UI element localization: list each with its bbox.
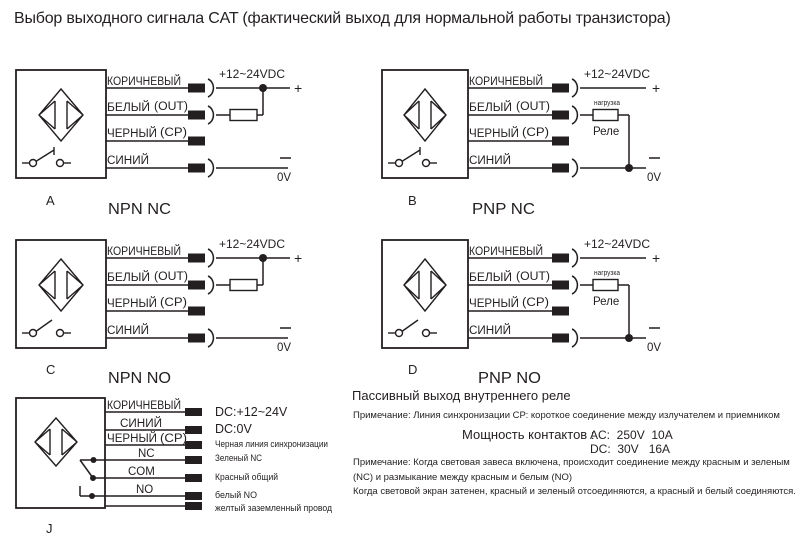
curtain-note-line3: Когда световой экран затенен, красный и зеленый отсоединяются, а красный и белый соединяются. [353, 486, 796, 497]
dc-power-label: DC:+12~24V [215, 405, 288, 419]
wire-label-cp: (СР) [160, 125, 187, 139]
no-switch-icon [388, 320, 437, 337]
wire-label-black: ЧЕРНЫЙ [469, 296, 523, 310]
wire-label-black: ЧЕРНЫЙ [469, 126, 523, 140]
sensor-box [16, 398, 105, 508]
junction-dot [625, 164, 633, 172]
photo-sensor-icon [404, 89, 446, 141]
brown-line [572, 249, 646, 267]
relay-load-icon [593, 110, 618, 121]
wire-label-black: ЧЕРНЫЙ [107, 431, 161, 445]
zero-volt-terminal: 0V [647, 172, 662, 184]
resistor-icon [230, 280, 257, 291]
curtain-note-line2: (NC) и размыкание между красным и белым (NO) [353, 471, 573, 483]
plus-terminal: + [294, 80, 303, 96]
diagram-letter: B [408, 193, 417, 208]
diagram-letter: A [46, 193, 55, 208]
wire-label-cp: (СР) [522, 125, 549, 139]
red-com-label: Красный общий [215, 472, 278, 482]
sensor-box [382, 70, 468, 178]
nc-switch-icon [22, 147, 71, 167]
curtain-note-line1: Примечание: Когда световая завеса включена, происходит соединение между красным и зеленым [353, 457, 790, 468]
green-nc-label: Зеленый NC [215, 453, 263, 463]
wire-label-out: (OUT) [516, 99, 550, 113]
diagram-relay-output [10, 388, 345, 543]
sync-line-label: Черная линия синхронизации [215, 439, 328, 449]
photo-sensor-icon [35, 418, 77, 466]
zero-volt-terminal: 0V [277, 342, 292, 354]
zero-volt-terminal: 0V [647, 342, 662, 354]
wire-label-white: БЕЛЫЙ [469, 270, 514, 284]
load-label: нагрузка [594, 270, 621, 277]
sensor-box [16, 240, 106, 348]
diagram-pnp-no [372, 228, 672, 398]
wire-label-black: ЧЕРНЫЙ [107, 126, 161, 140]
wire-label-out: (OUT) [516, 269, 550, 283]
diagram-letter: C [46, 362, 56, 377]
no-label: NO [136, 484, 154, 496]
plus-terminal: + [294, 250, 303, 266]
diagram-letter: D [408, 362, 418, 377]
wire-label-blue: СИНИЙ [107, 153, 152, 167]
relay-label: Реле [593, 296, 620, 308]
plus-terminal: + [652, 80, 661, 96]
contact-rating-label: Мощность контактов : [462, 427, 595, 442]
supply-label: +12~24VDC [584, 67, 651, 81]
resistor-icon [230, 110, 257, 121]
photo-sensor-icon [39, 259, 83, 311]
wire-label-brown: КОРИЧНЕВЫЙ [469, 244, 556, 258]
sensor-box [16, 70, 106, 178]
relay-load-icon [593, 280, 618, 291]
diagram-type: PNP NO [478, 370, 541, 387]
page-title: Выбор выходного сигнала CAT (фактический выход для нормальной работы транзистора) [14, 10, 671, 27]
com-label: COM [128, 466, 155, 478]
diagram-npn-no [10, 228, 310, 398]
wire-label-out: (OUT) [154, 99, 188, 113]
photo-sensor-icon [404, 259, 446, 311]
passive-output-heading: Пассивный выход внутреннего реле [352, 388, 571, 403]
notes-block [352, 385, 800, 520]
wire-label-out: (OUT) [154, 269, 188, 283]
junction-dot [259, 254, 267, 262]
supply-label: +12~24VDC [584, 237, 651, 251]
wire-label-cp: (СР) [522, 295, 549, 309]
connector-terminals [552, 84, 569, 173]
connector-terminals [188, 254, 205, 343]
nc-switch-icon [388, 147, 437, 167]
connector-terminals [188, 84, 205, 173]
brown-line [208, 79, 290, 97]
wire-label-white: БЕЛЫЙ [469, 100, 514, 114]
wire-label-brown: КОРИЧНЕВЫЙ [469, 74, 556, 88]
diagram-type: NPN NC [108, 201, 171, 218]
sensor-box [382, 240, 468, 348]
no-switch-icon [22, 320, 71, 337]
diagram-pnp-nc [372, 58, 672, 228]
yellow-ground-label: желтый заземленный провод [215, 503, 333, 513]
wire-label-cp: (СР) [160, 431, 187, 445]
white-no-label: белый NO [215, 490, 257, 500]
diagram-type: PNP NC [472, 201, 535, 218]
dc-rating: DC: 30V 16A [590, 442, 671, 456]
zero-volt-terminal: 0V [277, 172, 292, 184]
ac-rating: AC: 250V 10A [590, 428, 673, 442]
wire-label-blue: СИНИЙ [107, 323, 152, 337]
wire-label-black: ЧЕРНЫЙ [107, 296, 161, 310]
wire-label-brown: КОРИЧНЕВЫЙ [107, 244, 194, 258]
supply-label: +12~24VDC [219, 237, 286, 251]
relay-label: Реле [593, 126, 620, 138]
diagram-letter: J [46, 521, 53, 536]
wire-label-brown: КОРИЧНЕВЫЙ [107, 74, 194, 88]
brown-line [572, 79, 646, 97]
sync-note: Примечание: Линия синхронизации СР: короткое соединение между излучателем и приемником [353, 410, 780, 421]
diagram-type: NPN NO [108, 370, 171, 387]
wire-label-blue: СИНИЙ [120, 416, 165, 430]
connector-terminals [185, 408, 202, 510]
photo-sensor-icon [39, 89, 83, 141]
dc-zero-label: DC:0V [215, 422, 252, 436]
supply-label: +12~24VDC [219, 67, 286, 81]
brown-line [208, 249, 290, 267]
connector-terminals [552, 254, 569, 343]
diagram-npn-nc [10, 58, 310, 228]
junction-dot [625, 334, 633, 342]
plus-terminal: + [652, 250, 661, 266]
wire-label-blue: СИНИЙ [469, 323, 514, 337]
wire-label-white: БЕЛЫЙ [107, 100, 152, 114]
wire-label-white: БЕЛЫЙ [107, 270, 152, 284]
load-label: нагрузка [594, 100, 621, 107]
wire-label-blue: СИНИЙ [469, 153, 514, 167]
nc-label: NC [138, 448, 155, 460]
wire-label-brown: КОРИЧНЕВЫЙ [107, 398, 194, 412]
junction-dot [259, 84, 267, 92]
wire-label-cp: (СР) [160, 295, 187, 309]
